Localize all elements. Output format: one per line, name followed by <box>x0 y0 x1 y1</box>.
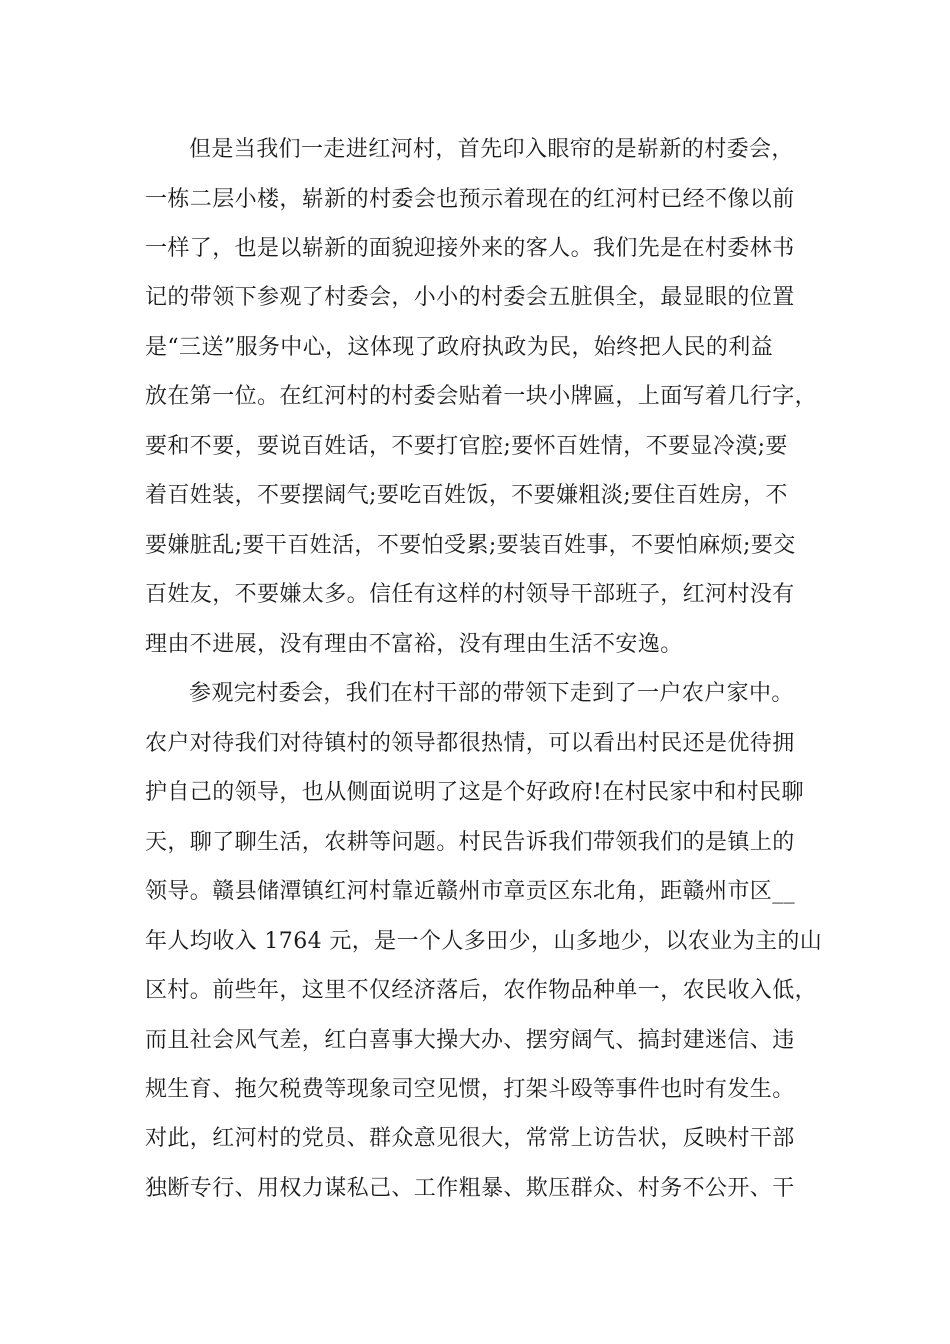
paragraph-1-line-4: 记的带领下参观了村委会，小小的村委会五脏俱全，最显眼的位置 <box>145 285 795 310</box>
paragraph-2-line-7: 区村。前些年，这里不仅经济落后，农作物品种单一，农民收入低， <box>145 978 818 1003</box>
paragraph-2-line-8: 而且社会风气差，红白喜事大操大办、摆穷阔气、搞封建迷信、违 <box>145 1028 795 1053</box>
paragraph-2-line-11: 独断专行、用权力谋私己、工作粗暴、欺压群众、村务不公开、干 <box>145 1176 795 1201</box>
paragraph-1-line-7: 要和不要，要说百姓话，不要打官腔;要怀百姓情，不要显冷漠;要 <box>145 434 788 459</box>
paragraph-1-line-11: 理由不进展，没有理由不富裕，没有理由生活不安逸。 <box>145 632 683 657</box>
paragraph-1-line-10: 百姓友，不要嫌太多。信任有这样的村领导干部班子，红河村没有 <box>145 582 795 607</box>
paragraph-1-line-1: 但是当我们一走进红河村，首先印入眼帘的是崭新的村委会， <box>189 137 794 162</box>
paragraph-2-line-6: 年人均收入 1764 元，是一个人多田少，山多地少，以农业为主的山 <box>145 929 823 954</box>
paragraph-1-line-6: 放在第一位。在红河村的村委会贴着一块小牌匾，上面写着几行字， <box>145 384 818 409</box>
paragraph-1-line-5: 是“三送”服务中心，这体现了政府执政为民，始终把人民的利益 <box>145 335 774 360</box>
paragraph-1-line-2: 一栋二层小楼，崭新的村委会也预示着现在的红河村已经不像以前 <box>145 187 795 212</box>
paragraph-2-line-5: 领导。赣县储潭镇红河村靠近赣州市章贡区东北角，距赣州市区__ <box>145 879 796 904</box>
paragraph-1-line-8: 着百姓装，不要摆阔气;要吃百姓饭，不要嫌粗淡;要住百姓房，不 <box>145 483 788 508</box>
paragraph-2-line-9: 规生育、拖欠税费等现象司空见惯，打架斗殴等事件也时有发生。 <box>145 1077 795 1102</box>
paragraph-2-line-1: 参观完村委会，我们在村干部的带领下走到了一户农户家中。 <box>189 681 794 706</box>
paragraph-2-line-10: 对此，红河村的党员、群众意见很大，常常上访告状，反映村干部 <box>145 1126 795 1151</box>
paragraph-2-line-4: 天，聊了聊生活，农耕等问题。村民告诉我们带领我们的是镇上的 <box>145 830 795 855</box>
paragraph-1-line-3: 一样了，也是以崭新的面貌迎接外来的客人。我们先是在村委林书 <box>145 236 795 261</box>
paragraph-2-line-3: 护自己的领导，也从侧面说明了这是个好政府!在村民家中和村民聊 <box>145 780 804 805</box>
paragraph-2-line-2: 农户对待我们对待镇村的领导都很热情，可以看出村民还是优待拥 <box>145 731 795 756</box>
paragraph-1-line-9: 要嫌脏乱;要干百姓活，不要怕受累;要装百姓事，不要怕麻烦;要交 <box>145 533 796 558</box>
